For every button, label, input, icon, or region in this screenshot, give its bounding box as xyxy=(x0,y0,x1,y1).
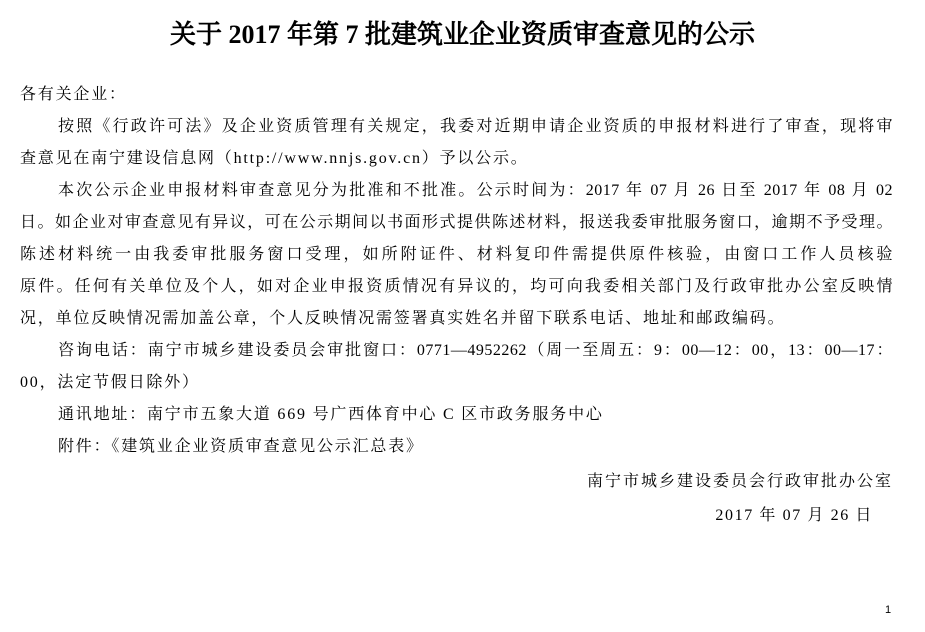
notice-title: 关于 2017 年第 7 批建筑业企业资质审查意见的公示 xyxy=(169,20,755,49)
contact-phone-paragraph xyxy=(20,335,893,399)
page-number: 1 xyxy=(885,604,892,616)
attachment-line: 附件：《建筑业企业资质审查意见公示汇总表》 xyxy=(58,438,424,455)
intro-paragraph xyxy=(20,111,893,175)
paragraph-line: 陈述材料统一由我委审批服务窗口受理，如所附证件、材料复印件需提供原件核验，由窗口工作人员核验 xyxy=(20,246,893,263)
issuing-office: 南宁市城乡建设委员会行政审批办公室 xyxy=(586,473,893,490)
issue-date: 2017 年 07 月 26 日 xyxy=(715,507,873,524)
paragraph-line: 本次公示企业申报材料审查意见分为批准和不批准。公示时间为：2017 年 07 月 26 日至 2017 年 08 月 02 xyxy=(58,182,893,199)
paragraph-line: 00，法定节假日除外） xyxy=(20,374,200,391)
address-paragraph xyxy=(20,399,893,431)
address-line: 通讯地址：南宁市五象大道 669 号广西体育中心 C 区市政务服务中心 xyxy=(58,406,604,423)
salutation: 各有关企业： xyxy=(20,86,127,103)
paragraph-line: 日。如企业对审查意见有异议，可在公示期间以书面形式提供陈述材料，报送我委审批服务窗口，逾期不予受理。 xyxy=(20,214,893,231)
paragraph-line: 原件。任何有关单位及个人，如对企业申报资质情况有异议的，均可向我委相关部门及行政审批办公室反映情 xyxy=(20,278,893,295)
paragraph-line: 按照《行政许可法》及企业资质管理有关规定，我委对近期申请企业资质的申报材料进行了审查，现将审 xyxy=(58,118,893,135)
signature-block xyxy=(587,465,893,533)
attachment-paragraph xyxy=(20,431,893,463)
publicity-paragraph xyxy=(20,175,893,335)
paragraph-line: 查意见在南宁建设信息网（http://www.nnjs.gov.cn）予以公示。 xyxy=(20,150,529,167)
paragraph-line: 况，单位反映情况需加盖公章，个人反映情况需签署真实姓名并留下联系电话、地址和邮政编码。 xyxy=(20,310,786,327)
paragraph-line: 咨询电话：南宁市城乡建设委员会审批窗口：0771—4952262（周一至周五：9：00—12：00，13：00—17： xyxy=(58,342,893,359)
notice-body xyxy=(20,79,893,463)
